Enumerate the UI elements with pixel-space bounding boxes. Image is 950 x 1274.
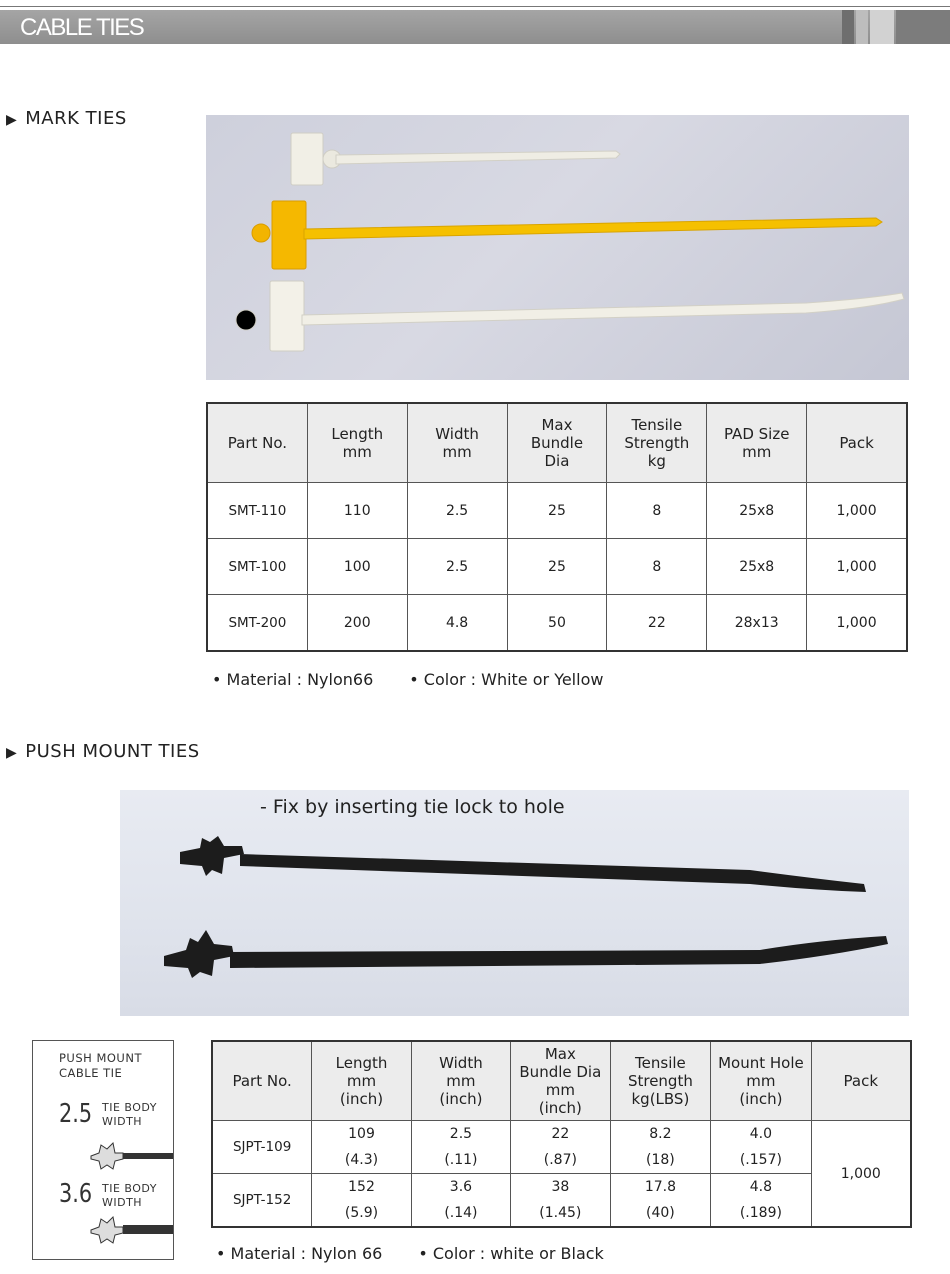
table-cell: [511, 1174, 610, 1228]
mark-ties-photo: [206, 115, 909, 380]
cell-value: 38: [551, 1179, 570, 1195]
cell-value: (5.9): [344, 1205, 379, 1221]
push-mount-ties-table: [211, 1040, 912, 1228]
cell-value: (18): [646, 1152, 675, 1168]
table-cell: 22: [607, 595, 707, 652]
black-push-mount-tie: [164, 930, 888, 978]
color-note: • Color : white or Black: [418, 1244, 604, 1263]
table-cell: 2.5: [407, 539, 507, 595]
banner-accent-block: [870, 10, 894, 44]
table-cell: 25: [507, 483, 607, 539]
top-rule: [0, 6, 950, 7]
push-mount-tie-icon: [87, 1213, 173, 1247]
table-cell: [411, 1174, 510, 1228]
photo-caption: - Fix by inserting tie lock to hole: [260, 796, 565, 818]
cell-value: 4.0: [749, 1126, 773, 1142]
table-cell: 28x13: [707, 595, 807, 652]
cell-value: (.157): [739, 1152, 782, 1168]
column-header: Tensile Strength kg(LBS): [610, 1041, 711, 1121]
triangle-bullet-icon: ▶: [6, 745, 18, 761]
table-cell: 4.8: [407, 595, 507, 652]
column-header: Part No.: [212, 1041, 312, 1121]
column-header: Max Bundle Dia: [507, 403, 607, 483]
column-header: Max Bundle Dia mm (inch): [511, 1041, 610, 1121]
column-header: PAD Size mm: [707, 403, 807, 483]
table-cell: 1,000: [807, 595, 907, 652]
mark-ties-heading: ▶ MARK TIES: [6, 108, 127, 129]
table-cell: 200: [307, 595, 407, 652]
legend-label-1: TIE BODY WIDTH: [102, 1101, 158, 1128]
table-cell: 1,000: [807, 483, 907, 539]
mark-ties-spec-note: [212, 670, 639, 689]
cell-value: (.87): [543, 1152, 577, 1168]
mark-ties-illustration: [206, 115, 909, 380]
cell-value: 109: [348, 1126, 375, 1142]
column-header: Part No.: [207, 403, 307, 483]
banner-title: CABLE TIES: [20, 14, 144, 41]
material-note: • Material : Nylon 66: [216, 1244, 383, 1263]
cell-value: (40): [646, 1205, 675, 1221]
table-cell: [511, 1121, 610, 1174]
table-cell: [610, 1174, 711, 1228]
table-cell: [411, 1121, 510, 1174]
part-number-cell: SMT-100: [207, 539, 307, 595]
part-number-cell: SMT-200: [207, 595, 307, 652]
table-cell: [312, 1121, 411, 1174]
push-mount-ties-photo: [120, 790, 909, 1016]
table-cell: [711, 1174, 811, 1228]
part-number-cell: SMT-110: [207, 483, 307, 539]
table-row: [207, 539, 907, 595]
table-header-row: [207, 403, 907, 483]
part-number-cell: SJPT-109: [212, 1121, 312, 1174]
yellow-mark-tie: [252, 201, 882, 269]
column-header: Tensile Strength kg: [607, 403, 707, 483]
banner-accent-block: [856, 10, 868, 44]
cell-value: 152: [348, 1179, 375, 1195]
legend-value-2: 3.6: [59, 1179, 93, 1209]
material-note: • Material : Nylon66: [212, 670, 374, 689]
table-cell: 25: [507, 539, 607, 595]
legend-label-2: TIE BODY WIDTH: [102, 1182, 158, 1209]
table-cell: 50: [507, 595, 607, 652]
column-header: Mount Hole mm (inch): [711, 1041, 811, 1121]
cell-value: 2.5: [449, 1126, 473, 1142]
push-mount-ties-heading: ▶ PUSH MOUNT TIES: [6, 741, 200, 762]
white-mark-tie: [236, 281, 904, 351]
table-cell: 100: [307, 539, 407, 595]
cell-value: (.189): [739, 1205, 782, 1221]
cell-value: (.11): [444, 1152, 478, 1168]
color-note: • Color : White or Yellow: [409, 670, 604, 689]
table-cell: [610, 1121, 711, 1174]
table-cell: 25x8: [707, 539, 807, 595]
column-header: Pack: [807, 403, 907, 483]
cell-value: (4.3): [344, 1152, 379, 1168]
header-banner: [0, 10, 950, 44]
mark-ties-table: [206, 402, 908, 652]
pack-cell: 1,000: [811, 1121, 911, 1228]
column-header: Width mm (inch): [411, 1041, 510, 1121]
cell-value: 22: [551, 1126, 570, 1142]
table-row: [212, 1174, 911, 1228]
triangle-bullet-icon: ▶: [6, 112, 18, 128]
push-mount-ties-illustration: [120, 790, 909, 1016]
cell-value: (.14): [444, 1205, 478, 1221]
table-cell: 8: [607, 539, 707, 595]
white-mark-tie: [291, 133, 620, 185]
table-row: [212, 1121, 911, 1174]
cell-value: 4.8: [749, 1179, 773, 1195]
push-mount-ties-spec-note: [216, 1244, 640, 1263]
push-mount-tie-icon: [87, 1139, 173, 1173]
cell-value: 8.2: [649, 1126, 672, 1142]
cell-value: (1.45): [539, 1205, 582, 1221]
table-cell: 110: [307, 483, 407, 539]
table-cell: [312, 1174, 411, 1228]
banner-accent-block: [896, 10, 950, 44]
table-cell: 2.5: [407, 483, 507, 539]
black-push-mount-tie: [180, 836, 866, 892]
column-header: Length mm (inch): [312, 1041, 411, 1121]
table-cell: 1,000: [807, 539, 907, 595]
column-header: Width mm: [407, 403, 507, 483]
column-header: Length mm: [307, 403, 407, 483]
column-header: Pack: [811, 1041, 911, 1121]
table-cell: 8: [607, 483, 707, 539]
table-cell: [711, 1121, 811, 1174]
banner-accent-block: [842, 10, 854, 44]
tie-body-width-legend: [32, 1040, 174, 1260]
legend-value-1: 2.5: [59, 1099, 93, 1129]
cell-value: 3.6: [449, 1179, 473, 1195]
cell-value: 17.8: [644, 1179, 676, 1195]
table-row: [207, 595, 907, 652]
table-cell: 25x8: [707, 483, 807, 539]
legend-title: PUSH MOUNT CABLE TIE: [59, 1051, 142, 1080]
part-number-cell: SJPT-152: [212, 1174, 312, 1228]
table-row: [207, 483, 907, 539]
table-header-row: [212, 1041, 911, 1121]
